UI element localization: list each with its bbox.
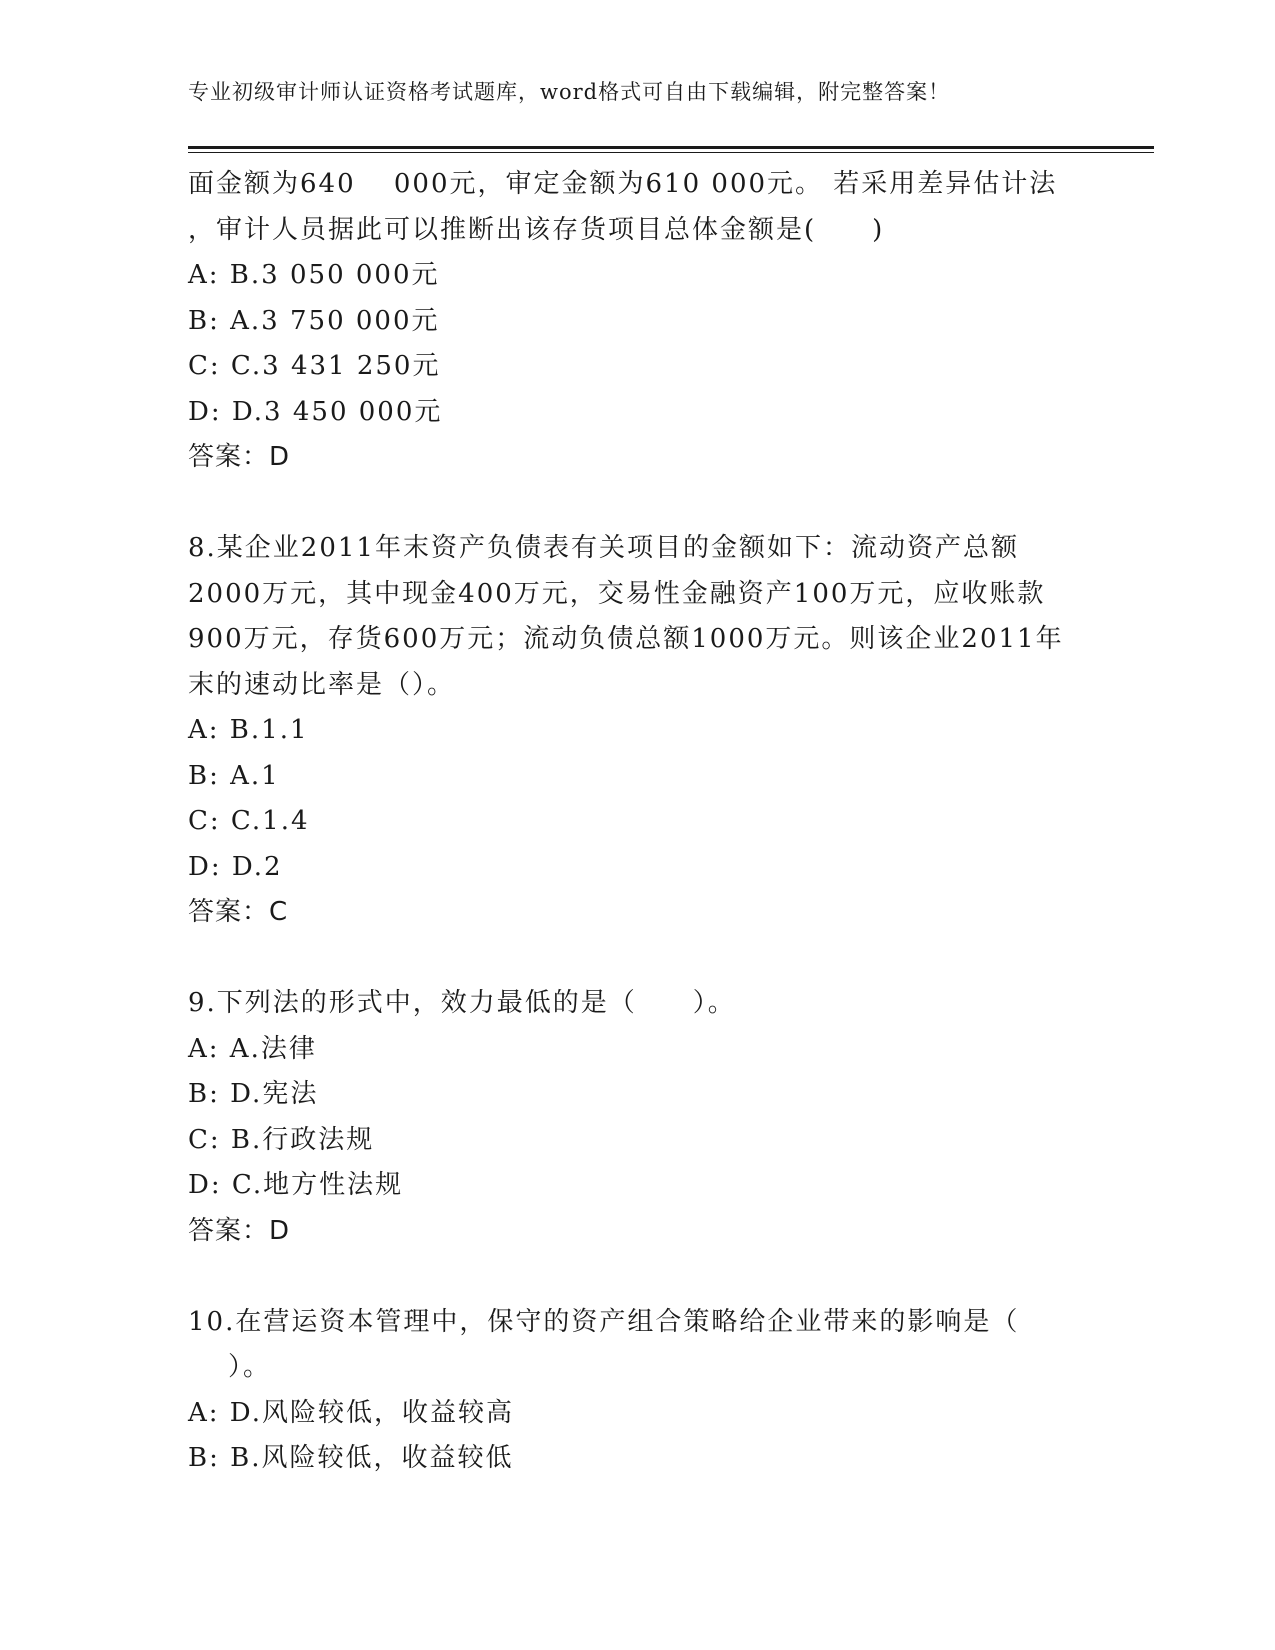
answer: 答案：C [188, 897, 289, 927]
question-content [188, 162, 1088, 1482]
question-stem-line: 2000万元，其中现金400万元，交易性金融资产100万元，应收账款 [188, 578, 1046, 609]
question-stem-line: 900万元，存货600万元；流动负债总额1000万元。则该企业2011年 [188, 624, 1064, 654]
answer: 答案：D [188, 442, 291, 472]
option-d: D: D.2 [188, 851, 283, 882]
option-b: B: B.风险较低，收益较低 [188, 1443, 514, 1473]
question-stem-line: ，审计人员据此可以推断出该存货项目总体金额是( ) [188, 214, 885, 245]
spacer [188, 936, 1088, 982]
option-c: C: C.1.4 [188, 806, 310, 836]
question-stem-line: 9.下列法的形式中，效力最低的是（ ）。 [188, 988, 736, 1018]
header-rule-thick [188, 146, 1154, 149]
option-c: C: C.3 431 250元 [188, 351, 441, 381]
question-stem-line: 8.某企业2011年末资产负债表有关项目的金额如下：流动资产总额 [188, 533, 1019, 563]
page-header: 专业初级审计师认证资格考试题库，word格式可自由下载编辑，附完整答案！ [188, 80, 951, 104]
option-a: A: A.法律 [188, 1033, 317, 1064]
question-stem-line: ）。 [228, 1352, 272, 1382]
option-d: D: C.地方性法规 [188, 1170, 404, 1200]
option-b: B: A.3 750 000元 [188, 305, 440, 336]
option-d: D: D.3 450 000元 [188, 396, 443, 427]
header-rule-thin [188, 152, 1154, 153]
option-a: A: B.3 050 000元 [188, 260, 440, 290]
option-b: B: A.1 [188, 760, 280, 791]
option-c: C: B.行政法规 [188, 1124, 375, 1155]
question-stem-line: 面金额为640 000元，审定金额为610 000元。 若采用差异估计法 [188, 169, 1058, 199]
question-9 [188, 981, 1088, 1254]
answer: 答案：D [188, 1215, 291, 1246]
option-b: B: D.宪法 [188, 1079, 319, 1109]
option-a: A: D.风险较低，收益较高 [188, 1397, 514, 1428]
question-stem-line: 末的速动比率是（）。 [188, 669, 456, 700]
spacer [188, 481, 1088, 527]
question-7 [188, 162, 1088, 481]
question-stem-line: 10.在营运资本管理中，保守的资产组合策略给企业带来的影响是（ [188, 1306, 1020, 1337]
option-a: A: B.1.1 [188, 715, 309, 745]
question-10 [188, 1300, 1088, 1482]
spacer [188, 1254, 1088, 1300]
question-8 [188, 526, 1088, 936]
